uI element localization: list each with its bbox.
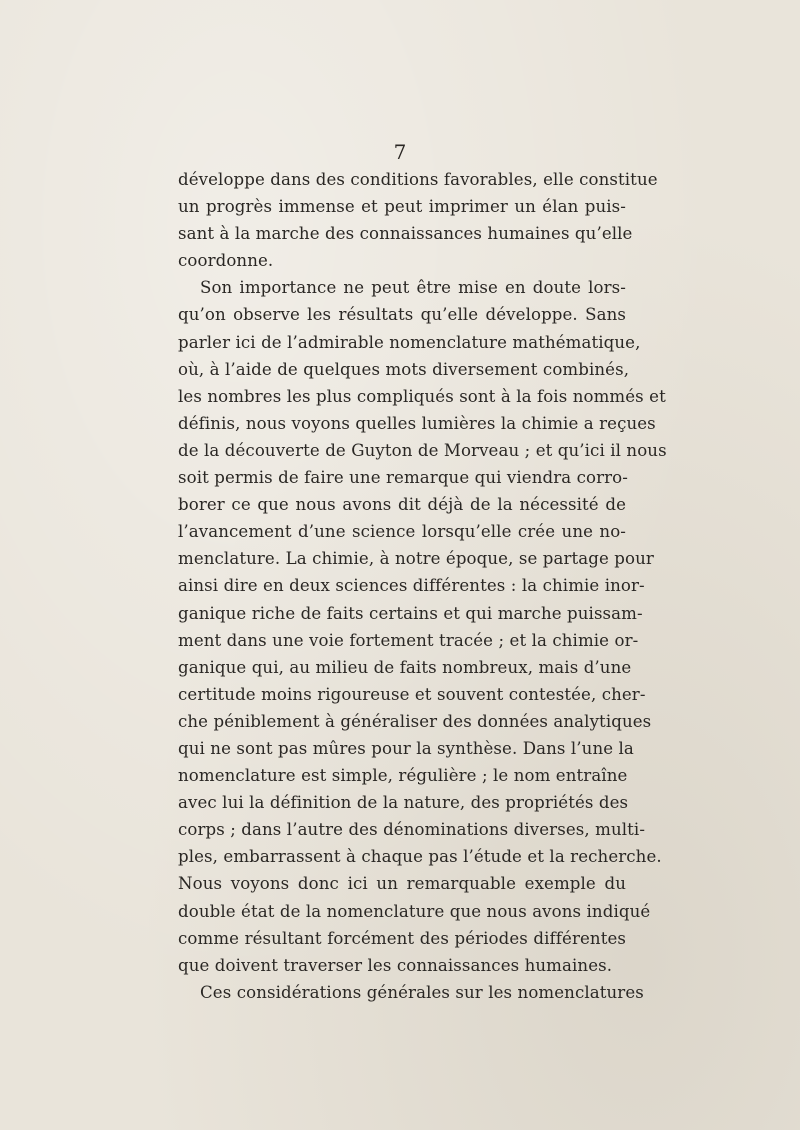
text-line: développe dans des conditions favorables, elle constitue: [178, 170, 658, 189]
text-line: corps ; dans l’autre des dénominations diverses, multi-: [178, 820, 646, 840]
body-text: [178, 166, 667, 1006]
text-line: ment dans une voie fortement tracée ; et la chimie or-: [178, 630, 639, 650]
text-line: coordonne.: [178, 251, 274, 271]
text-line: nomenclature est simple, régulière ; le nom entraîne: [178, 766, 628, 786]
text-line: un progrès immense et peut imprimer un élan puis-: [178, 197, 626, 217]
text-line: che péniblement à généraliser des données analytiques: [178, 711, 652, 731]
text-line: borer ce que nous avons dit déjà de la nécessité de: [178, 495, 626, 515]
text-line: avec lui la définition de la nature, des propriétés des: [178, 793, 629, 813]
text-line: sant à la marche des connaissances humaines qu’elle: [178, 224, 633, 244]
text-line: qui ne sont pas mûres pour la synthèse. Dans l’une la: [178, 738, 634, 758]
text-line: les nombres les plus compliqués sont à la fois nommés et: [178, 386, 666, 406]
text-line: qu’on observe les résultats qu’elle développe. Sans: [178, 305, 626, 325]
text-line: certitude moins rigoureuse et souvent contestée, cher-: [178, 684, 646, 704]
text-line: de la découverte de Guyton de Morveau ; et qu’ici il nous: [178, 440, 667, 460]
text-line: Nous voyons donc ici un remarquable exemple du: [178, 874, 626, 894]
text-line: Son importance ne peut être mise en doute lors-: [200, 278, 626, 298]
text-line: l’avancement d’une science lorsqu’elle crée une no-: [178, 522, 626, 542]
text-line: définis, nous voyons quelles lumières la chimie a reçues: [178, 413, 656, 433]
text-line: parler ici de l’admirable nomenclature mathématique,: [178, 332, 641, 352]
text-line: ainsi dire en deux sciences différentes : la chimie inor-: [178, 576, 645, 596]
text-line: ganique riche de faits certains et qui marche puissam-: [178, 603, 643, 623]
text-line: que doivent traverser les connaissances humaines.: [178, 955, 613, 975]
text-line: où, à l’aide de quelques mots diversement combinés,: [178, 359, 630, 379]
text-line: menclature. La chimie, à notre époque, se partage pour: [178, 549, 654, 569]
text-line: soit permis de faire une remarque qui viendra corro-: [178, 468, 628, 488]
page-number: 7: [393, 140, 407, 164]
text-line: double état de la nomenclature que nous avons indiqué: [178, 901, 651, 921]
text-line: Ces considérations générales sur les nomenclatures: [200, 982, 644, 1002]
text-line: ples, embarrassent à chaque pas l’étude et la recherche.: [178, 847, 662, 867]
text-line: comme résultant forcément des périodes différentes: [178, 928, 626, 948]
text-line: ganique qui, au milieu de faits nombreux, mais d’une: [178, 657, 632, 677]
